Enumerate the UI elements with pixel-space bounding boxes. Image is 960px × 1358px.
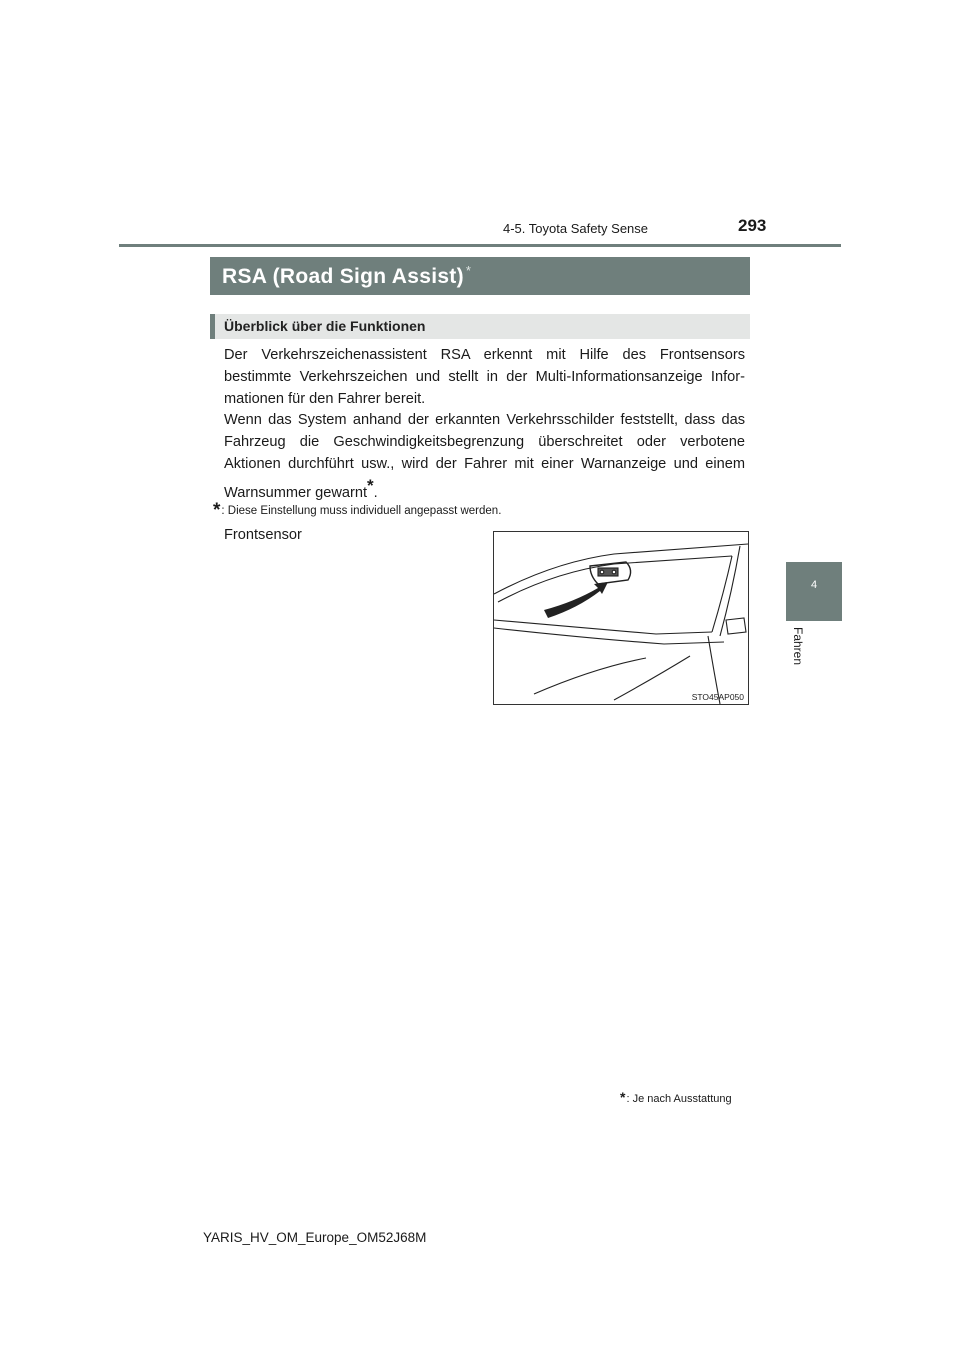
body-paragraph-2-marker: * [367,476,374,495]
body-paragraph-2-text: Wenn das System anhand der erkannten Verkehrsschilder feststellt, dass das Fahrzeug die Geschwindigkeitsbegrenzung überschreitet oder verbotene Aktionen durchführt usw., wird der Fahrer mit einer Warnanzeige und einem Warnsummer gewarnt [224,412,745,501]
section-reference: 4-5. Toyota Safety Sense [503,221,649,236]
windshield-illustration [494,532,748,704]
sensor-dot-right [612,570,616,574]
chapter-tab [786,562,842,621]
equipment-note-text: : Je nach Ausstattung [626,1093,732,1105]
section-title-marker: * [465,263,472,278]
header-rule [119,244,841,247]
section-title-text: RSA (Road Sign Assist) [222,265,464,288]
footnote [213,500,501,522]
section-title [222,263,471,289]
pointer-arrow [544,582,608,618]
footnote-marker: * [213,500,221,521]
mirror [726,618,746,634]
subheading-bar [210,314,750,339]
document-id: YARIS_HV_OM_Europe_OM52J68M [203,1230,427,1245]
equipment-note-marker: * [620,1089,626,1105]
windshield-figure [493,531,749,705]
figure-code: STO45AP050 [691,692,744,702]
a-pillar [712,556,732,632]
chapter-label-text: Fahren [791,627,805,666]
body-paragraph-1: Der Verkehrszeichenassistent RSA erkennt mit Hilfe des Frontsensors bestimmte Verkehrszeichen und stellt in der Multi-Informationsanzeige Infor-mationen für den Fahrer bereit. [224,347,745,407]
hood-left [534,658,646,694]
chapter-number: 4 [810,579,818,591]
subheading-accent [210,314,215,339]
equipment-note [620,1089,732,1105]
figure-caption: Frontsensor [224,527,302,543]
sensor-dot-left [600,570,604,574]
section-title-bar [210,257,750,295]
body-paragraph-2 [224,409,745,504]
page-number: 293 [738,216,767,235]
body-paragraph-2-end: . [373,484,378,501]
subheading: Überblick über die Funktionen [224,318,426,334]
footnote-text: : Diese Einstellung muss individuell angepasst werden. [221,505,502,517]
chapter-label [781,627,811,681]
